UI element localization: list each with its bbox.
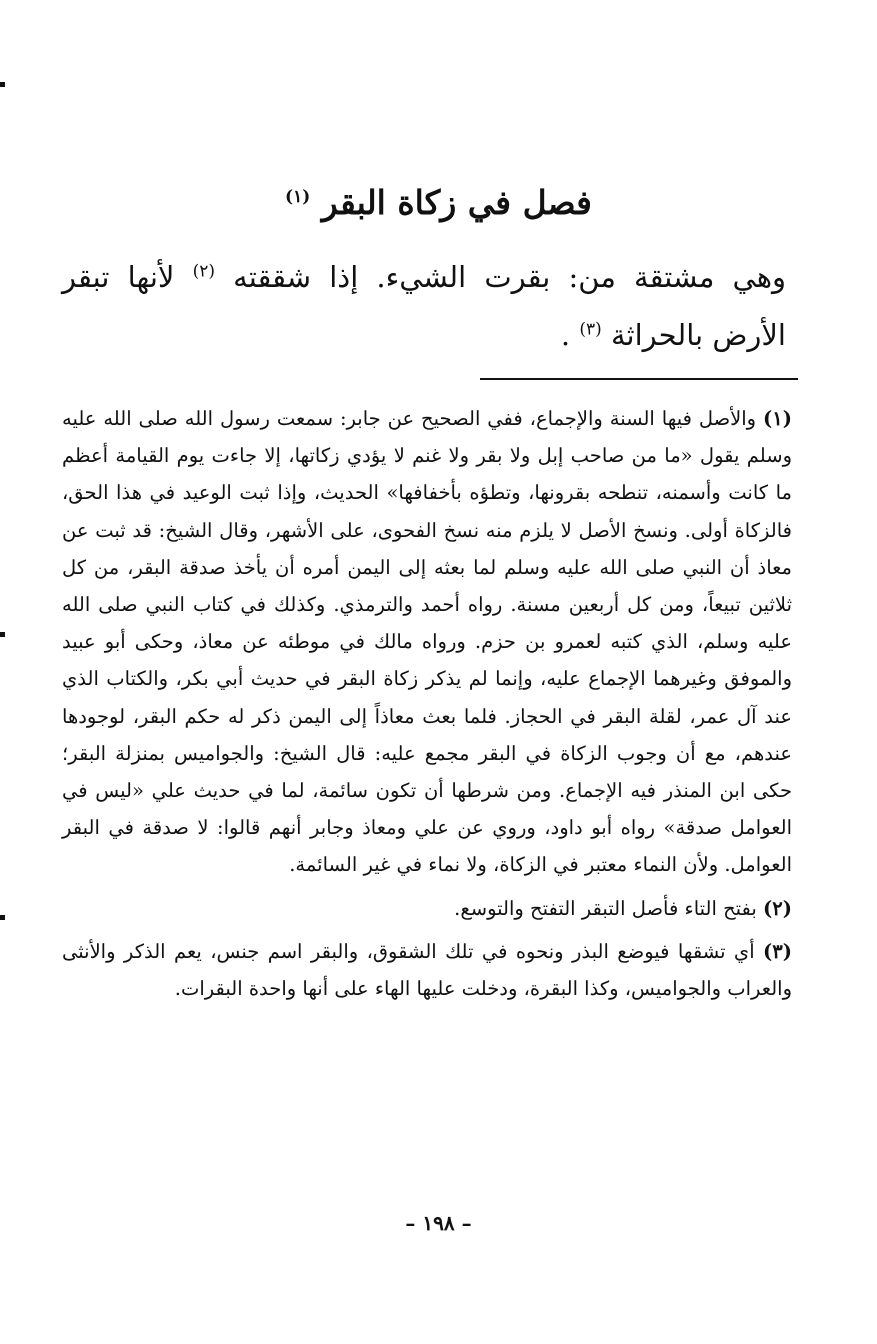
footnote-2	[62, 890, 792, 927]
footnotes	[62, 400, 792, 1007]
footnote-ref-1: (١)	[285, 187, 311, 207]
footnote-2-number: (٢)	[763, 896, 792, 920]
footnote-ref-2: (٢)	[192, 261, 216, 282]
section-title-text: فصل في زكاة البقر	[321, 183, 592, 222]
main-text	[62, 248, 786, 364]
main-text-line2: بالحراثة	[610, 318, 704, 352]
footnote-ref-3: (٣)	[579, 319, 602, 340]
main-text-line1b: لأنها تبقر الأرض	[62, 260, 786, 352]
footnote-3	[62, 933, 792, 1007]
main-text-line2-end: .	[560, 318, 571, 352]
scan-mark	[0, 82, 5, 87]
footnote-2-text: بفتح التاء فأصل التبقر التفتح والتوسع.	[454, 896, 757, 920]
footnote-3-text: أي تشقها فيوضع البذر ونحوه في تلك الشقوق، والبقر اسم جنس، يعم الذكر والأنثى والعراب والجواميس، وكذا البقرة، ودخلت عليها الهاء على أنها واحدة البقرات.	[62, 939, 792, 1001]
footnote-1	[62, 400, 792, 884]
page-number: – ١٩٨ –	[405, 1211, 472, 1235]
scan-mark	[0, 632, 5, 637]
footnote-separator	[480, 378, 798, 380]
main-text-line1: وهي مشتقة من: بقرت الشيء. إذا شققته	[233, 260, 786, 294]
footnote-1-text: والأصل فيها السنة والإجماع، ففي الصحيح عن جابر: سمعت رسول الله صلى الله عليه وسلم يقول «ما من صاحب إبل ولا بقر ولا غنم لا يؤدي زكاتها، إلا جاءت يوم القيامة أعظم ما كانت وأسمنه، تنطحه بقرونها، وتطؤه بأخفافها» الحديث، وإذا ثبت الوعيد في هذا الحق، فالزكاة أولى. ونسخ الأصل لا يلزم منه نسخ الفحوى، على الأشهر، وقال الشيخ: قد ثبت عن معاذ أن النبي صلى الله عليه وسلم لما بعثه إلى اليمن أمره أن يأخذ صدقة البقر، من كل ثلاثين تبيعاً، ومن كل أربعين مسنة. رواه أحمد والترمذي. وكذلك في كتاب النبي صلى الله عليه وسلم، الذي كتبه لعمرو بن حزم. ورواه مالك في موطئه عن معاذ، وحكى أبو عبيد والموفق وغيرهما الإجماع عليه، وإنما لم يذكر زكاة البقر في حديث أبي بكر، والكتاب الذي عند آل عمر، لقلة البقر في الحجاز. فلما بعث معاذاً إلى اليمن ذكر له حكم البقر، لوجودها عندهم، مع أن وجوب الزكاة في البقر مجمع عليه: قال الشيخ: والجواميس بمنزلة البقر؛ حكى ابن المنذر فيه الإجماع. ومن شرطها أن تكون سائمة، لما في حديث علي «ليس في العوامل صدقة» رواه أبو داود، وروي عن علي ومعاذ وجابر أنهم قالوا: لا صدقة في البقر العوامل. ولأن النماء معتبر في الزكاة، ولا نماء في غير السائمة.	[62, 407, 792, 877]
section-title	[0, 178, 877, 228]
footnote-3-number: (٣)	[763, 939, 792, 963]
footnote-1-number: (١)	[763, 407, 792, 430]
scan-mark	[0, 915, 5, 920]
